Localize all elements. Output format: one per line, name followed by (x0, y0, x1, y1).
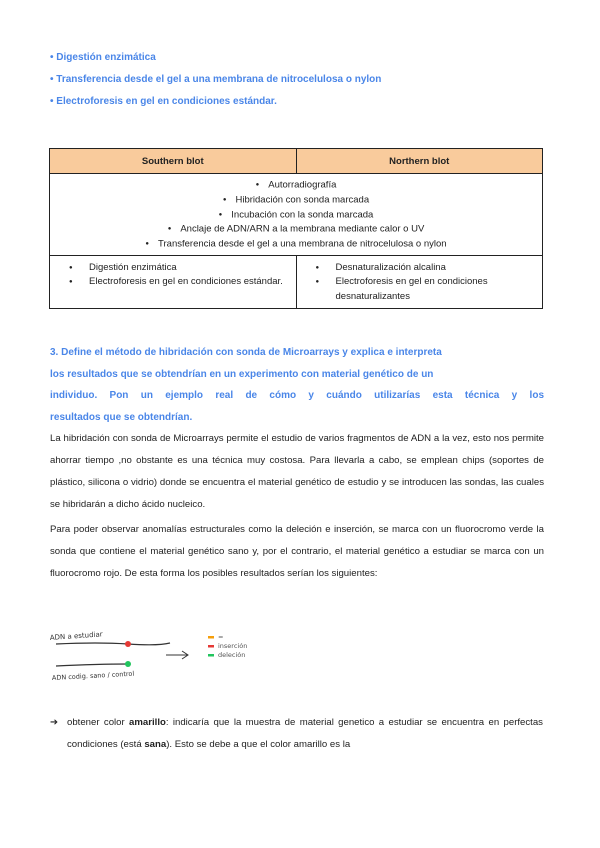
dna-strand-top (56, 643, 170, 645)
southern-step: ● Digestión enzimática (89, 261, 289, 275)
question-line: individuo. Pon un ejemplo real de cómo y cuándo utilizarías esta técnica y los (50, 390, 544, 401)
legend-eq: = (218, 633, 224, 641)
common-steps-cell (50, 174, 543, 256)
header-southern: Southern blot (50, 149, 297, 174)
sketch-label-bottom: ADN codig. sano / control (51, 669, 135, 682)
dna-strand-bottom (56, 664, 128, 666)
red-dot (125, 641, 131, 647)
northern-step: ● Desnaturalización alcalina (336, 261, 536, 275)
question-line: resultados que se obtendrían. (50, 412, 193, 423)
common-step: ● Autorradiografía (50, 178, 542, 193)
common-step: ● Hibridación con sonda marcada (50, 193, 542, 208)
result-arrow: ➔ (50, 717, 59, 728)
microarray-sketch (48, 624, 288, 690)
arrow-icon (166, 651, 188, 659)
header-northern: Northern blot (296, 149, 543, 174)
question-line: los resultados que se obtendrían en un experimento con material genético de un (50, 369, 434, 380)
legend-delecion: deleción (218, 651, 246, 659)
legend-orange (208, 636, 214, 639)
northern-cell (296, 256, 543, 309)
legend-green (208, 654, 214, 657)
bullet-item: • Electroforesis en gel en condiciones estándar. (50, 96, 277, 107)
southern-cell (50, 256, 297, 309)
bullet-item: • Digestión enzimática (50, 52, 156, 63)
common-step: ● Anclaje de ADN/ARN a la membrana mediante calor o UV (50, 222, 542, 237)
northern-step: ● Electroforesis en gel en condiciones desnaturalizantes (336, 275, 536, 303)
sketch-label-top: ADN a estudiar (49, 630, 103, 642)
southern-step: ● Electroforesis en gel en condiciones estándar. (89, 275, 289, 289)
legend-insercion: inserción (218, 642, 248, 650)
green-dot (125, 661, 131, 667)
comparison-table (49, 148, 543, 309)
paragraph-fluorochromes: Para poder observar anomalías estructurales como la deleción e inserción, se marca con un fluorocromo verde la sonda que contiene el material genético sano y, por el contrario, el material genético a estudiar se marca con un fluorocromo rojo. De esta forma los posibles resultados serían los siguientes: (50, 524, 544, 579)
bullet-item: • Transferencia desde el gel a una membrana de nitrocelulosa o nylon (50, 74, 382, 85)
common-step: ● Transferencia desde el gel a una membrana de nitrocelulosa o nylon (50, 237, 542, 252)
common-step: ● Incubación con la sonda marcada (50, 208, 542, 223)
result-paragraph: obtener color amarillo: indicaría que la muestra de material genetico a estudiar se encuentra en perfectas condiciones (está sana). Esto se debe a que el color amarillo es la (67, 717, 543, 750)
question-line: 3. Define el método de hibridación con sonda de Microarrays y explica e interpreta (50, 347, 442, 358)
legend-red (208, 645, 214, 648)
paragraph-microarrays: La hibridación con sonda de Microarrays permite el estudio de varios fragmentos de ADN a la vez, esto nos permite ahorrar tiempo ,no obstante es una técnica muy costosa. Para llevarla a cabo, se emplean chips (soportes de plástico, silicona o vidrio) donde se encuentra el material genético de estudio y se introducen las sondas, las cuales se hibridarán a dicho ácido nucleico. (50, 433, 544, 510)
